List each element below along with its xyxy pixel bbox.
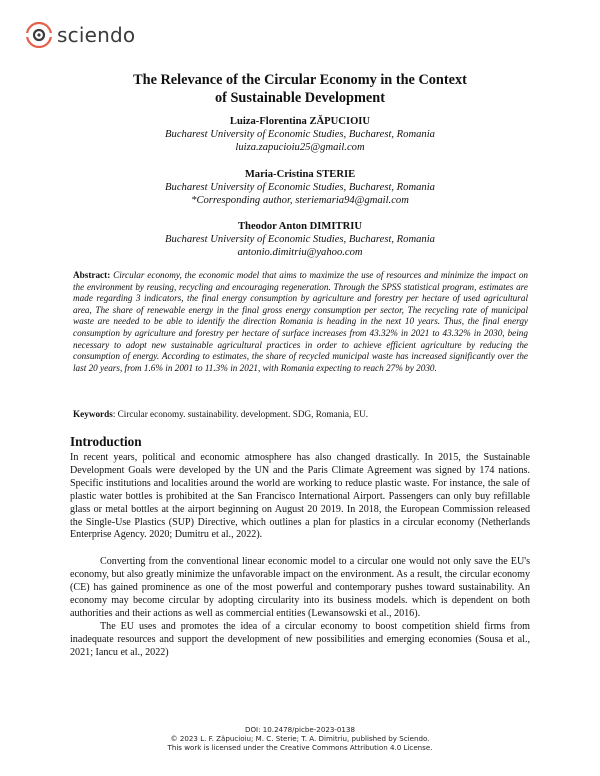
abstract-text: Circular economy, the economic model that aims to maximize the use of resources and minimize the impact on the environment by reusing, recycling and encouraging regeneration. Through the SPSS statistical program, estimates are made regarding 3 indicators, the final energy consumption by agriculture and forestry per hectare of used agricultural area, The share of renewable energy in the final gross energy consumption per sector, The recycling rate of municipal waste are needed to be able to identify the direction Romania is heading in the next 10 years. Thus, the final energy consumption by agriculture and forestry per hectare of surface increases from 43.32% in 2021 to 43.32% in 2030, being necessary to adopt new sustainable agricultural practices in order to achieve efficient agriculture by reducing the consumption of energy. According to estimates, the share of recycled municipal waste has increased significantly over the last 20 years, from 1.6% in 2001 to 11.3% in 2021, with Romania expecting to reach 27% by 2030. [73, 270, 529, 373]
author-email[interactable]: antonio.dimitriu@yahoo.com [237, 247, 363, 258]
author-name: Maria-Cristina STERIE [244, 169, 356, 180]
paper-title [60, 71, 540, 107]
body-paragraph-1: In recent years, political and economic atmosphere has also changed drastically. In 2015, the Sustainable Development Goals were developed by the UN and the Paris Climate Agreement was signed by 174 nations. Specific institutions and localities around the world are working to reduce plastic waste. For instance, the sale of plastic water bottles is prohibited at the San Francisco International Airport. Passengers can only buy refillable glass or metal bottles at the airport beginning on August 20 2019. In 2018, the European Commission released the Single-Use Plastics (SUP) Directive, which outlines a plan for plastics in a circular economy (Netherlands Enterprise Agency. 2020; Dumitru et al., 2022). [70, 452, 530, 541]
footer-doi[interactable]: DOI: 10.2478/picbe-2023-0138 [245, 725, 355, 734]
author-name: Theodor Anton DIMITRIU [237, 221, 362, 232]
author-affiliation: Bucharest University of Economic Studies, Bucharest, Romania [165, 129, 435, 140]
footer-license: This work is licensed under the Creative Commons Attribution 4.0 License. [167, 743, 433, 753]
author-block-3 [60, 220, 540, 259]
keywords [73, 409, 528, 421]
author-block-1 [60, 115, 540, 154]
sciendo-logo-icon [26, 22, 52, 48]
author-block-2 [60, 168, 540, 207]
keywords-label: Keywords [73, 409, 113, 419]
author-affiliation: Bucharest University of Economic Studies, Bucharest, Romania [165, 182, 435, 193]
page-footer [60, 725, 540, 753]
title-line-2: of Sustainable Development [215, 90, 385, 106]
author-email[interactable]: *Corresponding author, steriemaria94@gmail.com [191, 195, 409, 206]
body-paragraph-2: Converting from the conventional linear economic model to a circular one would not only save the EU's economy, but also greatly minimize the unfavorable impact on the environment. As a result, the circular economy (CE) has gained prominence as one of the most powerful and contemporary pushes toward sustainability. An economy may become circular by adopting circularity into its business models. which is dependent on both authorities and their actions as well as commercial entities (Lewansowski et al., 2016). [70, 556, 530, 619]
author-affiliation: Bucharest University of Economic Studies, Bucharest, Romania [165, 234, 435, 245]
author-email[interactable]: luiza.zapucioiu25@gmail.com [235, 142, 365, 153]
footer-copyright: © 2023 L. F. Zăpucioiu; M. C. Sterie; T. A. Dimitriu, published by Sciendo. [170, 734, 430, 744]
abstract [73, 270, 528, 374]
author-name: Luiza-Florentina ZĂPUCIOIU [229, 116, 371, 127]
keywords-text: : Circular economy. sustainability. development. SDG, Romania, EU. [112, 409, 369, 419]
title-line-1: The Relevance of the Circular Economy in the Context [133, 72, 467, 88]
section-heading-introduction: Introduction [70, 434, 142, 449]
publisher-logo[interactable] [26, 22, 135, 48]
publisher-name: sciendo [57, 23, 136, 47]
abstract-label: Abstract: [73, 270, 111, 280]
body-paragraph-3: The EU uses and promotes the idea of a circular economy to boost competition shield firms from inadequate resources and support the development of new possibilities and emerging economies (Sousa et al., 2021; Iancu et al., 2022) [70, 621, 530, 658]
